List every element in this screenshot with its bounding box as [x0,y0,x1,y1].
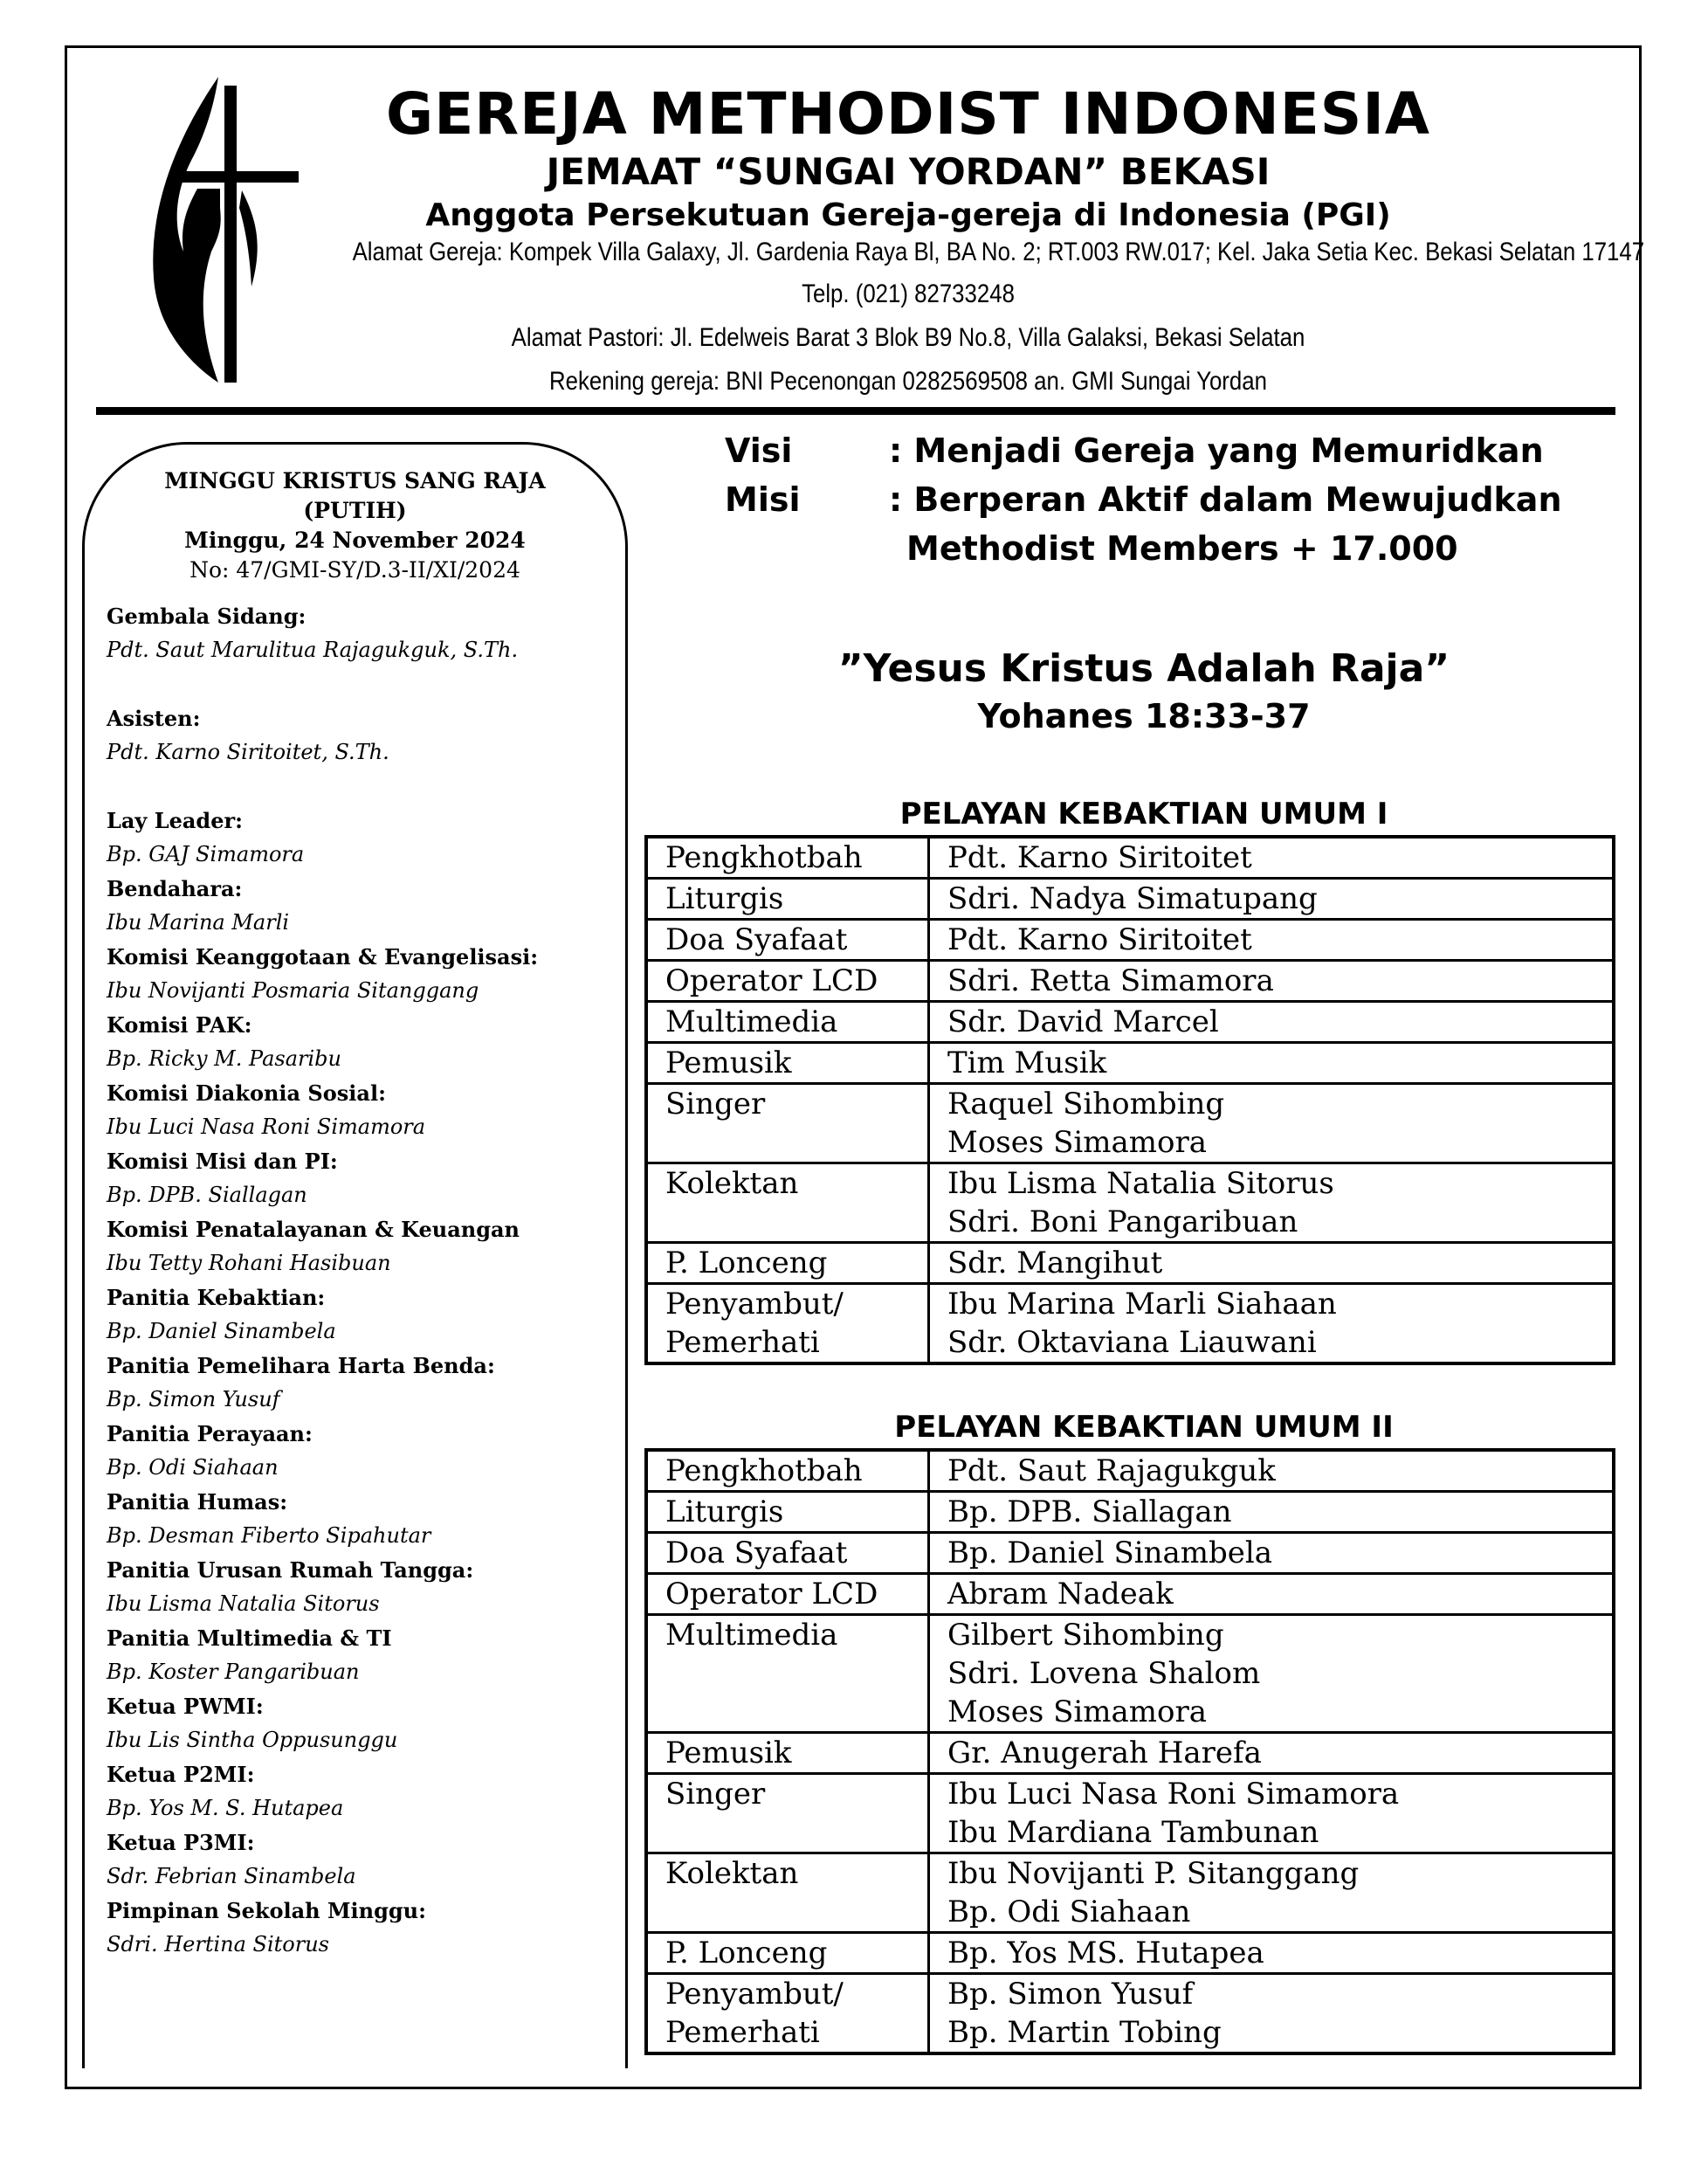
table-row [646,837,1614,879]
service-names [929,1853,1615,1933]
service-names [929,1615,1615,1733]
vision-label: Visi [725,431,793,470]
service-role [646,961,929,1002]
role-entry [107,1825,630,1894]
role-holder: Ibu Novijanti Posmaria Sitanggang [107,978,479,1003]
occasion-title: MINGGU KRISTUS SANG RAJA [164,468,546,493]
table-row [646,961,1614,1002]
service-names [929,1243,1615,1284]
server-name: Abram Nadeak [947,1577,1174,1611]
server-name: Moses Simamora [947,1694,1208,1729]
church-phone: Telp. (021) 82733248 [802,280,1015,308]
scripture-reference: Yohanes 18:33-37 [977,697,1311,735]
role-entry [107,1417,630,1485]
service-2-table [644,1448,1615,2055]
server-name: Pdt. Karno Siritoitet [947,840,1252,875]
table-row [646,1733,1614,1774]
role-holder: Pdt. Saut Marulitua Rajagukguk, S.Th. [107,638,519,662]
role-entry [107,1553,630,1621]
table-row [646,1163,1614,1243]
service-names [929,920,1615,961]
service-role-line: Penyambut/ [665,1977,844,2012]
service-role [646,1002,929,1043]
service-role [646,1974,929,2054]
table-row [646,1492,1614,1533]
table-row [646,1533,1614,1574]
table-row [646,1043,1614,1084]
role-entry [107,872,630,940]
bulletin-number: No: 47/GMI-SY/D.3-II/XI/2024 [189,557,520,583]
congregation-name: JEMAAT “SUNGAI YORDAN” BEKASI [546,150,1271,193]
service-role [646,920,929,961]
role-entry [107,1757,630,1825]
role-entry [107,1144,630,1212]
service-role [646,1533,929,1574]
server-name: Sdr. Oktaviana Liauwani [947,1325,1317,1360]
server-name: Bp. Martin Tobing [947,2015,1222,2050]
service-role-line: Pengkhotbah [665,840,863,875]
service-2-title: PELAYAN KEBAKTIAN UMUM II [894,1410,1394,1445]
role-holder: Bp. Ricky M. Pasaribu [107,1046,341,1071]
role-entry [107,701,630,769]
service-role [646,1163,929,1243]
role-entry [107,1894,630,1962]
role-holder: Pdt. Karno Siritoitet, S.Th. [107,740,389,764]
service-role-line: Pemerhati [665,1325,820,1360]
sermon-theme: ”Yesus Kristus Adalah Raja” [837,646,1450,691]
service-role [646,1450,929,1492]
role-holder: Ibu Tetty Rohani Hasibuan [107,1251,391,1275]
role-title: Panitia Pemelihara Harta Benda: [107,1353,495,1378]
mission-text-2: Methodist Members + 17.000 [906,529,1458,568]
role-title: Panitia Multimedia & TI [107,1625,392,1651]
role-title: Bendahara: [107,876,243,901]
server-name: Bp. Simon Yusuf [947,1977,1194,2012]
service-names [929,1492,1615,1533]
service-names [929,1002,1615,1043]
bank-account: Rekening gereja: BNI Pecenongan 0282569508 an. GMI Sungai Yordan [549,367,1267,396]
service-role [646,1774,929,1853]
service-role-line: P. Lonceng [665,1246,828,1280]
role-holder: Bp. Simon Yusuf [107,1387,280,1411]
role-title: Komisi Misi dan PI: [107,1149,338,1174]
server-name: Sdri. Retta Simamora [947,963,1274,998]
role-entry [107,1212,630,1280]
service-names [929,1450,1615,1492]
service-role-line: P. Lonceng [665,1936,828,1970]
role-entry [107,804,630,872]
role-entry [107,1349,630,1417]
church-title: GEREJA METHODIST INDONESIA [386,80,1430,148]
role-title: Pimpinan Sekolah Minggu: [107,1898,426,1923]
server-name: Ibu Luci Nasa Roni Simamora [947,1777,1400,1812]
server-name: Bp. Daniel Sinambela [947,1536,1273,1570]
server-name: Pdt. Saut Rajagukguk [947,1453,1276,1488]
role-title: Komisi PAK: [107,1012,252,1038]
role-title: Komisi Keanggotaan & Evangelisasi: [107,944,539,970]
role-title: Lay Leader: [107,808,243,833]
header-divider [96,407,1615,415]
service-role-line: Liturgis [665,1494,784,1529]
role-title: Asisten: [107,706,201,731]
service-names [929,837,1615,879]
service-1-title: PELAYAN KEBAKTIAN UMUM I [899,797,1388,832]
service-role [646,1733,929,1774]
vision-text: : Menjadi Gereja yang Memuridkan [889,431,1544,470]
server-name: Pdt. Karno Siritoitet [947,922,1252,957]
table-row [646,1284,1614,1364]
service-names [929,1163,1615,1243]
service-names [929,961,1615,1002]
role-holder: Bp. DPB. Siallagan [107,1183,307,1207]
service-role-line: Pemerhati [665,2015,820,2050]
service-1-table [644,835,1615,1365]
service-role-line: Pemusik [665,1736,792,1770]
server-name: Moses Simamora [947,1125,1208,1160]
role-title: Panitia Humas: [107,1489,288,1515]
service-role [646,1853,929,1933]
table-row [646,1615,1614,1733]
service-role [646,1933,929,1974]
service-role-line: Multimedia [665,1618,838,1653]
role-title: Ketua P2MI: [107,1762,255,1787]
role-holder: Bp. Daniel Sinambela [107,1319,336,1343]
server-name: Sdr. Mangihut [947,1246,1163,1280]
service-role-line: Operator LCD [665,963,878,998]
role-entry [107,940,630,1008]
service-role [646,1615,929,1733]
role-title: Panitia Urusan Rumah Tangga: [107,1557,474,1583]
server-name: Raquel Sihombing [947,1087,1225,1121]
server-name: Bp. DPB. Siallagan [947,1494,1232,1529]
server-name: Gr. Anugerah Harefa [947,1736,1262,1770]
role-entry [107,599,630,667]
server-name: Sdri. Nadya Simatupang [947,881,1318,916]
role-title: Panitia Perayaan: [107,1421,313,1446]
church-address: Alamat Gereja: Kompek Villa Galaxy, Jl. Gardenia Raya Bl, BA No. 2; RT.003 RW.017; Kel. Jaka Setia Kec. Bekasi Selatan 17147 [352,238,1645,266]
role-entry [107,1485,630,1553]
role-holder: Ibu Lisma Natalia Sitorus [107,1591,380,1616]
server-name: Ibu Lisma Natalia Sitorus [947,1166,1334,1201]
role-title: Komisi Diakonia Sosial: [107,1080,386,1106]
service-role-line: Doa Syafaat [665,1536,848,1570]
role-holder: Ibu Lis Sintha Oppusunggu [107,1728,398,1752]
service-names [929,1284,1615,1364]
role-holder: Sdr. Febrian Sinambela [107,1864,356,1888]
liturgical-color: (PUTIH) [303,498,407,523]
service-role-line: Penyambut/ [665,1287,844,1322]
server-name: Bp. Odi Siahaan [947,1894,1191,1929]
server-name: Sdr. David Marcel [947,1004,1219,1039]
membership-line: Anggota Persekutuan Gereja-gereja di Indonesia (PGI) [425,197,1391,233]
table-row [646,1574,1614,1615]
server-name: Ibu Mardiana Tambunan [947,1815,1319,1850]
table-row [646,1933,1614,1974]
table-row [646,1853,1614,1933]
role-holder: Ibu Luci Nasa Roni Simamora [107,1115,426,1139]
service-role [646,1243,929,1284]
server-name: Tim Musik [947,1046,1107,1080]
service-names [929,1774,1615,1853]
service-role-line: Doa Syafaat [665,922,848,957]
server-name: Sdri. Boni Pangaribuan [947,1204,1298,1239]
role-holder: Bp. Yos M. S. Hutapea [107,1796,344,1820]
service-role-line: Kolektan [665,1856,799,1891]
role-holder: Sdri. Hertina Sitorus [107,1932,329,1957]
role-title: Gembala Sidang: [107,604,306,629]
server-name: Ibu Novijanti P. Sitanggang [947,1856,1360,1891]
role-holder: Bp. Odi Siahaan [107,1455,279,1480]
service-names [929,1574,1615,1615]
service-role [646,1574,929,1615]
sidebar-header [82,466,628,585]
role-title: Panitia Kebaktian: [107,1285,326,1310]
role-title: Ketua PWMI: [107,1694,264,1719]
service-role [646,879,929,920]
service-role-line: Pemusik [665,1046,792,1080]
role-title: Komisi Penatalayanan & Keuangan [107,1217,520,1242]
table-row [646,1084,1614,1163]
role-entry [107,1621,630,1689]
service-role-line: Liturgis [665,881,784,916]
parsonage-address: Alamat Pastori: Jl. Edelweis Barat 3 Blok B9 No.8, Villa Galaksi, Bekasi Selatan [511,323,1305,352]
table-row [646,1774,1614,1853]
server-name: Sdri. Lovena Shalom [947,1656,1261,1691]
service-role-line: Multimedia [665,1004,838,1039]
mission-label: Misi [725,480,801,519]
table-row [646,1002,1614,1043]
service-role [646,1492,929,1533]
server-name: Gilbert Sihombing [947,1618,1224,1653]
service-names [929,1084,1615,1163]
role-holder: Ibu Marina Marli [107,910,290,935]
table-row [646,879,1614,920]
server-name: Bp. Yos MS. Hutapea [947,1936,1264,1970]
service-role-line: Kolektan [665,1166,799,1201]
role-holder: Bp. GAJ Simamora [107,842,305,866]
role-entry [107,1280,630,1349]
service-names [929,879,1615,920]
service-names [929,1043,1615,1084]
table-row [646,920,1614,961]
service-role [646,1043,929,1084]
service-role [646,837,929,879]
mission-text: : Berperan Aktif dalam Mewujudkan [889,480,1562,519]
role-entry [107,1689,630,1757]
service-role-line: Pengkhotbah [665,1453,863,1488]
service-names [929,1974,1615,2054]
table-row [646,1974,1614,2054]
role-entry [107,1008,630,1076]
service-names [929,1733,1615,1774]
role-title: Ketua P3MI: [107,1830,255,1855]
role-entry [107,1076,630,1144]
service-role [646,1084,929,1163]
role-list [107,599,630,1962]
service-names [929,1533,1615,1574]
role-holder: Bp. Desman Fiberto Sipahutar [107,1523,431,1548]
service-date: Minggu, 24 November 2024 [184,528,526,553]
service-role-line: Singer [665,1087,766,1121]
table-row [646,1450,1614,1492]
service-role-line: Operator LCD [665,1577,878,1611]
service-names [929,1933,1615,1974]
table-row [646,1243,1614,1284]
role-holder: Bp. Koster Pangaribuan [107,1660,360,1684]
server-name: Ibu Marina Marli Siahaan [947,1287,1337,1322]
service-role-line: Singer [665,1777,766,1812]
service-role [646,1284,929,1364]
